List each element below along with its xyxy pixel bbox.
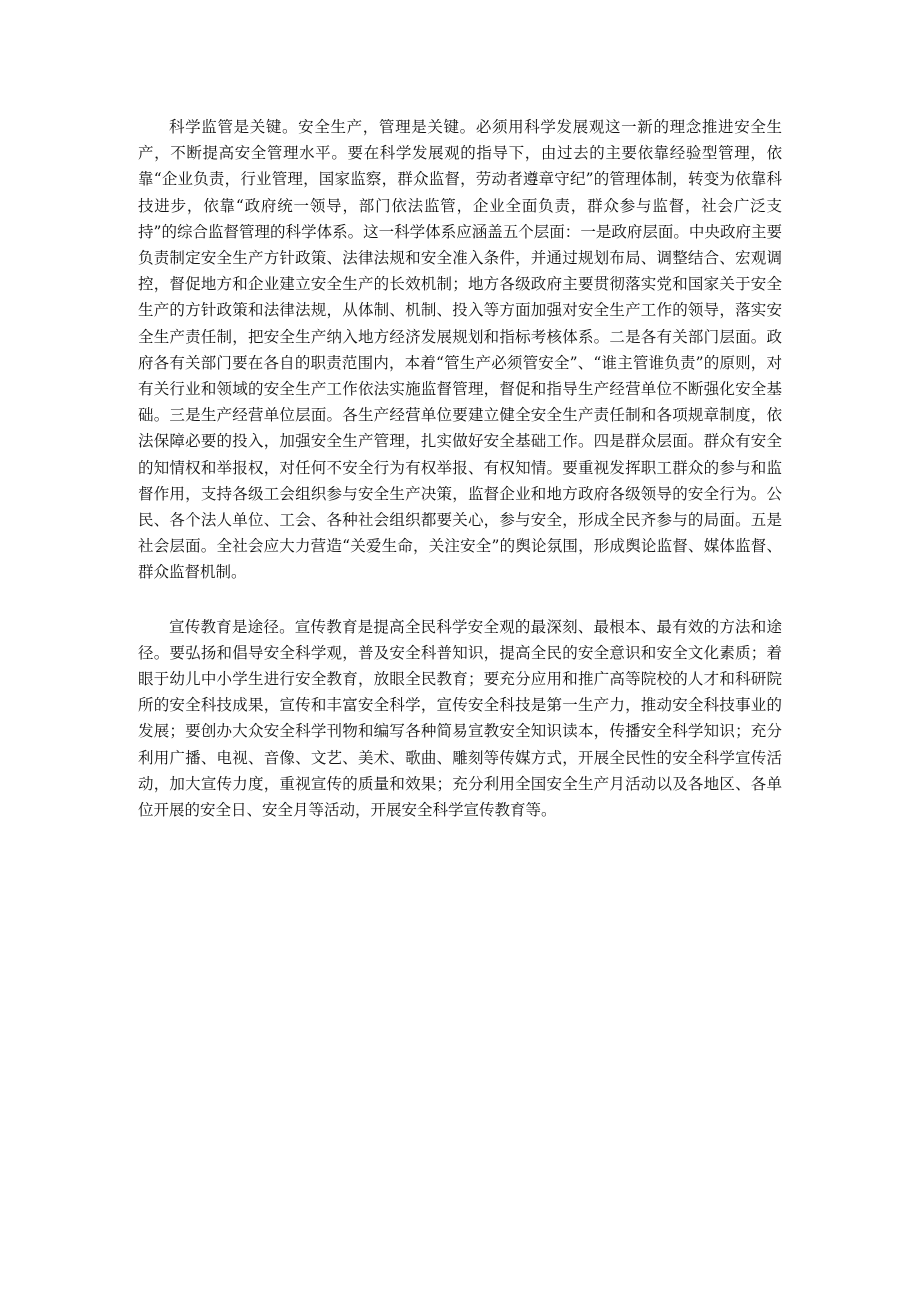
document-body (138, 114, 782, 823)
paragraph-science-supervision: 科学监管是关键。安全生产，管理是关键。必须用科学发展观这一新的理念推进安全生产，不断提高安全管理水平。要在科学发展观的指导下，由过去的主要依靠经验型管理，依靠“企业负责，行业管理，国家监察，群众监督，劳动者遵章守纪”的管理体制，转变为依靠科技进步，依靠“政府统一领导，部门依法监管，企业全面负责，群众参与监督，社会广泛支持”的综合监督管理的科学体系。这一科学体系应涵盖五个层面：一是政府层面。中央政府主要负责制定安全生产方针政策、法律法规和安全准入条件，并通过规划布局、调整结合、宏观调控，督促地方和企业建立安全生产的长效机制；地方各级政府主要贯彻落实党和国家关于安全生产的方针政策和法律法规，从体制、机制、投入等方面加强对安全生产工作的领导，落实安全生产责任制，把安全生产纳入地方经济发展规划和指标考核体系。二是各有关部门层面。政府各有关部门要在各自的职责范围内，本着“管生产必须管安全”、“谁主管谁负责”的原则，对有关行业和领域的安全生产工作依法实施监督管理，督促和指导生产经营单位不断强化安全基础。三是生产经营单位层面。各生产经营单位要建立健全安全生产责任制和各项规章制度，依法保障必要的投入，加强安全生产管理，扎实做好安全基础工作。四是群众层面。群众有安全的知情权和举报权，对任何不安全行为有权举报、有权知情。要重视发挥职工群众的参与和监督作用，支持各级工会组织参与安全生产决策，监督企业和地方政府各级领导的安全行为。公民、各个法人单位、工会、各种社会组织都要关心，参与安全，形成全民齐参与的局面。五是社会层面。全社会应大力营造“关爱生命，关注安全”的舆论氛围，形成舆论监督、媒体监督、群众监督机制。 (138, 118, 782, 582)
paragraph-publicity-education: 宣传教育是途径。宣传教育是提高全民科学安全观的最深刻、最根本、最有效的方法和途径。要弘扬和倡导安全科学观，普及安全科普知识，提高全民的安全意识和安全文化素质；着眼于幼儿中小学生进行安全教育，放眼全民教育；要充分应用和推广高等院校的人才和科研院所的安全科技成果，宣传和丰富安全科学，宣传安全科技是第一生产力，推动安全科技事业的发展；要创办大众安全科学刊物和编写各种简易宣教安全知识读本，传播安全科学知识；充分利用广播、电视、音像、文艺、美术、歌曲、雕刻等传媒方式，开展全民性的安全科学宣传活动，加大宣传力度，重视宣传的质量和效果；充分利用全国安全生产月活动以及各地区、各单位开展的安全日、安全月等活动，开展安全科学宣传教育等。 (138, 617, 782, 820)
